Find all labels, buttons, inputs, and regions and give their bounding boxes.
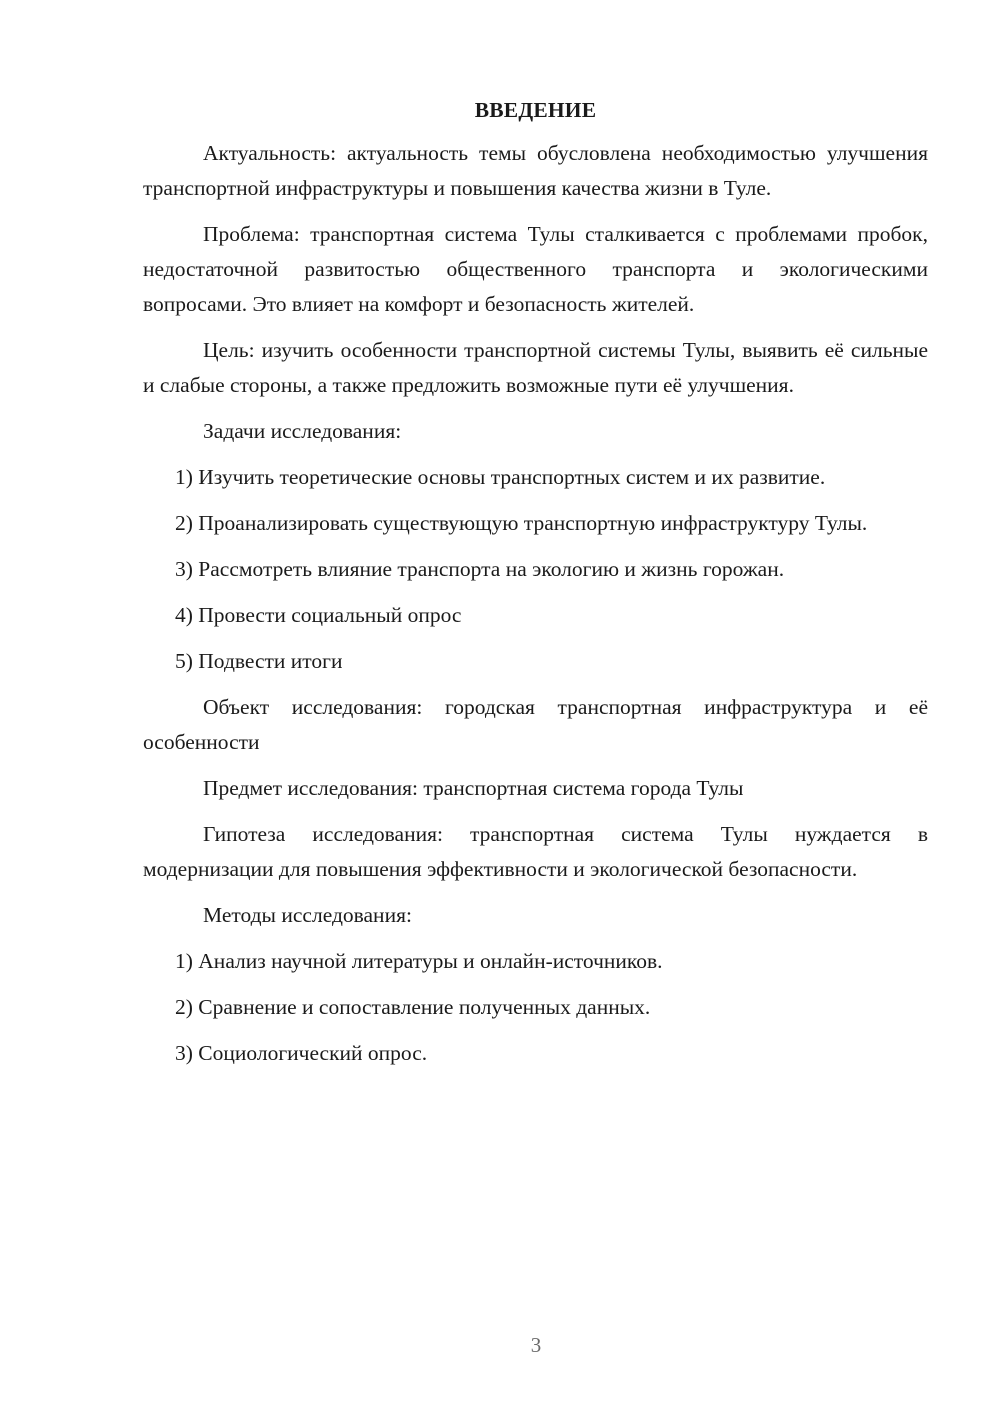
- section-heading: ВВЕДЕНИЕ: [474, 98, 597, 122]
- relevance-paragraph: Актуальность: актуальность темы обусловлена необходимостью улучшения транспортной инфраструктуры и повышения качества жизни в Туле.: [143, 141, 928, 200]
- methods-title: Методы исследования:: [203, 903, 412, 927]
- method-item: 1) Анализ научной литературы и онлайн-источников.: [175, 949, 663, 973]
- task-item: 5) Подвести итоги: [175, 649, 343, 673]
- task-item: 2) Проанализировать существующую транспортную инфраструктуру Тулы.: [175, 511, 868, 535]
- task-item: 3) Рассмотреть влияние транспорта на экологию и жизнь горожан.: [175, 557, 785, 581]
- document-page: [143, 92, 928, 1082]
- method-item: 3) Социологический опрос.: [175, 1041, 428, 1065]
- page-number: 3: [530, 1333, 542, 1357]
- task-item: 1) Изучить теоретические основы транспортных систем и их развитие.: [175, 465, 826, 489]
- goal-paragraph: Цель: изучить особенности транспортной системы Тулы, выявить её сильные и слабые стороны, а также предложить возможные пути её улучшения.: [143, 338, 928, 397]
- hypothesis-paragraph: Гипотеза исследования: транспортная система Тулы нуждается в модернизации для повышения эффективности и экологической безопасности.: [143, 822, 928, 881]
- tasks-title: Задачи исследования:: [203, 419, 402, 443]
- problem-paragraph: Проблема: транспортная система Тулы сталкивается с проблемами пробок, недостаточной развитостью общественного транспорта и экологическими вопросами. Это влияет на комфорт и безопасность жителей.: [143, 222, 928, 316]
- method-item: 2) Сравнение и сопоставление полученных данных.: [175, 995, 651, 1019]
- subject-paragraph: Предмет исследования: транспортная система города Тулы: [203, 776, 744, 800]
- object-paragraph: Объект исследования: городская транспортная инфраструктура и её особенности: [143, 695, 928, 754]
- task-item: 4) Провести социальный опрос: [175, 603, 462, 627]
